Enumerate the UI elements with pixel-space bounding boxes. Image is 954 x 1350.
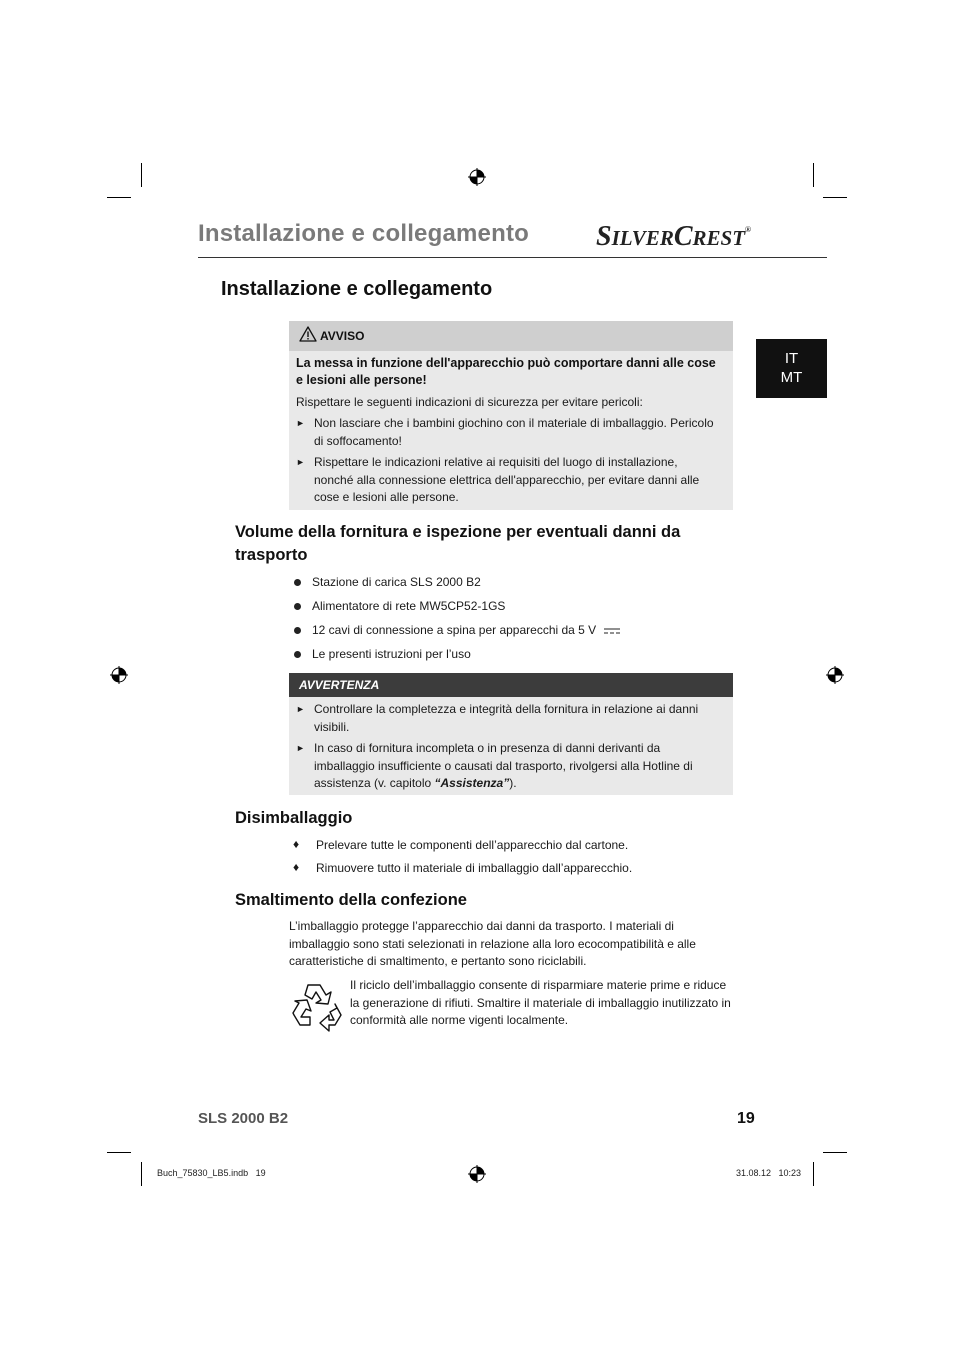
dc-symbol-icon <box>604 627 620 635</box>
recycle-icon <box>289 980 345 1034</box>
diamond-bullet-icon: ♦ <box>293 837 300 851</box>
note-box <box>289 673 733 795</box>
warning-intro: Rispettare le seguenti indicazioni di sicurezza per evitare pericoli: <box>296 395 643 409</box>
crop-mark <box>141 163 142 187</box>
registration-mark-icon <box>468 168 486 186</box>
section-title: Installazione e collegamento <box>221 278 493 300</box>
scope-item: Alimentatore di rete MW5CP52-1GS <box>312 599 505 613</box>
unpacking-item: ♦ Rimuovere tutto il materiale di imballaggio dall’apparecchio. <box>293 860 633 875</box>
bullet-dot-icon <box>294 579 301 586</box>
language-code: IT <box>784 350 799 367</box>
arrow-bullet-icon: ► <box>296 743 305 753</box>
print-file-info: Buch_75830_LB5.indb 19 <box>157 1168 266 1178</box>
bullet-dot-icon <box>294 603 301 610</box>
crop-mark <box>813 163 814 187</box>
arrow-bullet-icon: ► <box>296 704 305 714</box>
print-date-info: 31.08.12 10:23 <box>736 1168 802 1178</box>
footer-model: SLS 2000 B2 <box>198 1110 289 1127</box>
note-item: ► In caso di fornitura incompleta o in presenza di danni derivanti da imballaggio insufficiente o causati dal trasporto, rivolgersi alla Hotline di assistenza (v. capitolo “Assistenza”). <box>296 741 693 790</box>
scope-item: 12 cavi di connessione a spina per apparecchi da 5 V <box>312 623 620 637</box>
arrow-bullet-icon: ► <box>296 457 305 467</box>
bullet-dot-icon <box>294 651 301 658</box>
unpacking-item: ♦ Prelevare tutte le componenti dell’apparecchio dal cartone. <box>293 837 629 852</box>
warning-lead: La messa in funzione dell'apparecchio può comportare danni alle cose e lesioni alle persone! <box>296 356 716 387</box>
recycle-paragraph: Il riciclo dell’imballaggio consente di risparmiare materie prime e riduce la generazione di rifiuti. Smaltire il materiale di imballaggio inutilizzato in conformità alle norme vigenti localmente. <box>350 978 731 1027</box>
note-item: ► Controllare la completezza e integrità della fornitura in relazione ai danni visibili. <box>296 702 699 734</box>
warning-item: ► Rispettare le indicazioni relative ai requisiti del luogo di installazione, nonché alla connessione elettrica dell'apparecchio, per evitare danni alle cose e lesioni alle persone. <box>296 455 700 504</box>
arrow-bullet-icon: ► <box>296 418 305 428</box>
bullet-dot-icon <box>294 627 301 634</box>
crop-mark <box>823 197 847 198</box>
crop-mark <box>107 1152 131 1153</box>
crop-mark <box>813 1162 814 1186</box>
disposal-paragraph: L’imballaggio protegge l’apparecchio dai danni da trasporto. I materiali di imballaggio sono stati selezionati in relazione alla loro ecocompatibilità e alle caratteristiche di smaltimento, e pertanto sono riciclabili. <box>289 919 696 968</box>
scope-title: Volume della fornitura e ispezione per eventuali danni da trasporto <box>235 523 681 564</box>
note-box-header <box>289 673 733 697</box>
brand-logo: SILVERCREST® <box>596 221 752 252</box>
running-header-title: Installazione e collegamento <box>198 220 530 247</box>
scope-item: Stazione di carica SLS 2000 B2 <box>312 575 481 589</box>
disposal-title: Smaltimento della confezione <box>235 891 467 909</box>
warning-triangle-icon <box>299 326 317 342</box>
diamond-bullet-icon: ♦ <box>293 860 300 874</box>
unpacking-title: Disimballaggio <box>235 809 353 827</box>
crop-mark <box>107 197 131 198</box>
registration-mark-icon <box>468 1165 486 1183</box>
language-tab <box>756 339 827 398</box>
warning-box-header <box>289 321 733 351</box>
crop-mark <box>141 1162 142 1186</box>
header-divider <box>198 257 827 258</box>
registration-mark-icon <box>826 666 844 684</box>
warning-label: AVVISO <box>320 329 365 343</box>
chapter-reference: “Assistenza” <box>434 776 510 790</box>
page-number: 19 <box>737 1110 755 1127</box>
crop-mark <box>823 1152 847 1153</box>
scope-item: Le presenti istruzioni per l’uso <box>312 647 471 661</box>
registration-mark-icon <box>110 666 128 684</box>
note-label: AVVERTENZA <box>299 678 380 692</box>
warning-item: ► Non lasciare che i bambini giochino con il materiale di imballaggio. Pericolo di soffocamento! <box>296 416 714 448</box>
warning-box <box>289 321 733 510</box>
language-code: MT <box>780 369 803 386</box>
